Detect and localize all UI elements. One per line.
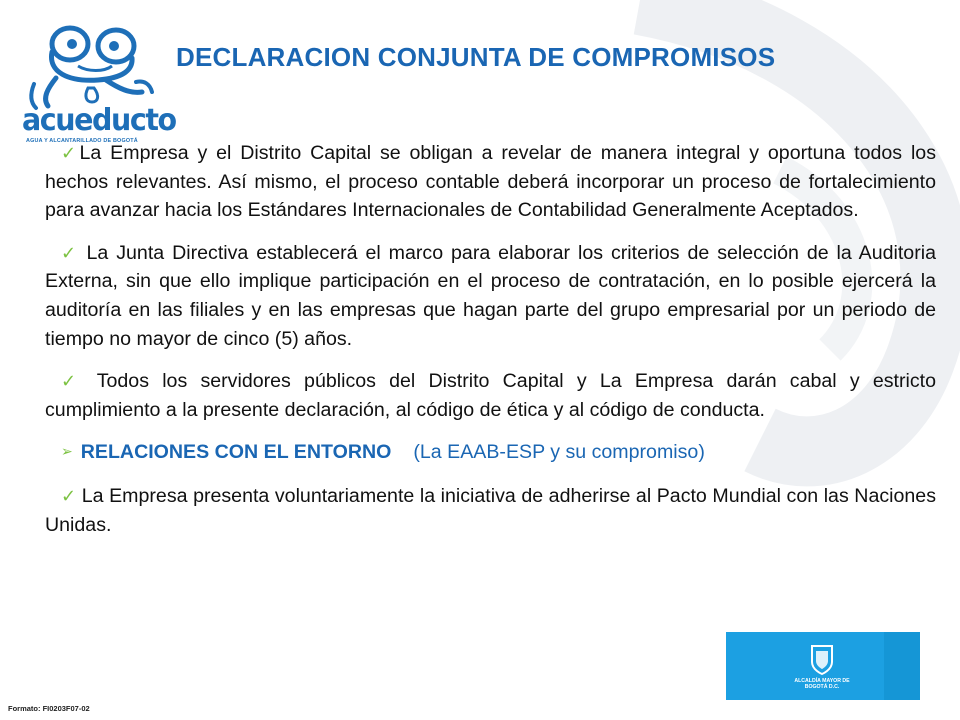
frog-mascot-icon — [8, 22, 158, 114]
paragraph-2 — [45, 239, 936, 353]
paragraph-3 — [45, 367, 936, 424]
checkmark-icon: ✓ — [61, 485, 77, 506]
bogota-shield-icon — [792, 642, 852, 678]
checkmark-icon: ✓ — [61, 371, 84, 392]
acueducto-logo — [8, 22, 176, 144]
paragraph-4-text: La Empresa presenta voluntariamente la iniciativa de adherirse al Pacto Mundial con las Naciones Unidas. — [45, 484, 936, 536]
checkmark-icon: ✓ — [61, 242, 79, 263]
section-title: RELACIONES CON EL ENTORNO — [80, 441, 392, 464]
content-body — [45, 139, 936, 553]
paragraph-1 — [45, 139, 936, 225]
page-title: DECLARACION CONJUNTA DE COMPROMISOS — [176, 42, 776, 72]
logo-word: acueducto — [22, 103, 176, 138]
arrow-right-icon: ➢ — [61, 443, 73, 460]
checkmark-icon: ✓ — [61, 143, 80, 163]
section-subtitle: (La EAAB-ESP y su compromiso) — [413, 441, 705, 464]
paragraph-4 — [45, 482, 936, 539]
format-code: Formato: FI0203F07-02 — [8, 704, 90, 713]
footer-blue-box-accent — [884, 632, 920, 700]
section-heading — [45, 438, 936, 468]
paragraph-2-text: La Junta Directiva establecerá el marco para elaborar los criterios de selección de la Auditoria Externa, sin que ello implique participación en el proceso de contratación, en lo posible ejercerá la auditoría en las filiales y en las empresas que hagan parte del grupo empresarial por un periodo de tiempo no mayor de cinco (5) años. — [45, 241, 936, 350]
paragraph-1-text: La Empresa y el Distrito Capital se obligan a revelar de manera integral y oportuna todos los hechos relevantes. Así mismo, el proceso contable deberá incorporar un proceso de fortalecimiento para avanzar hacia los Estándares Internacionales de Contabilidad Generalmente Aceptados. — [45, 142, 936, 222]
alcaldia-logo — [792, 642, 852, 698]
alcaldia-text: ALCALDÍA MAYOR DE BOGOTÁ D.C. — [794, 678, 850, 690]
paragraph-3-text: Todos los servidores públicos del Distrito Capital y La Empresa darán cabal y estricto cumplimiento a la presente declaración, al código de ética y al código de conducta. — [45, 370, 936, 421]
logo-subtitle: AGUA Y ALCANTARILLADO DE BOGOTÁ — [26, 138, 138, 144]
